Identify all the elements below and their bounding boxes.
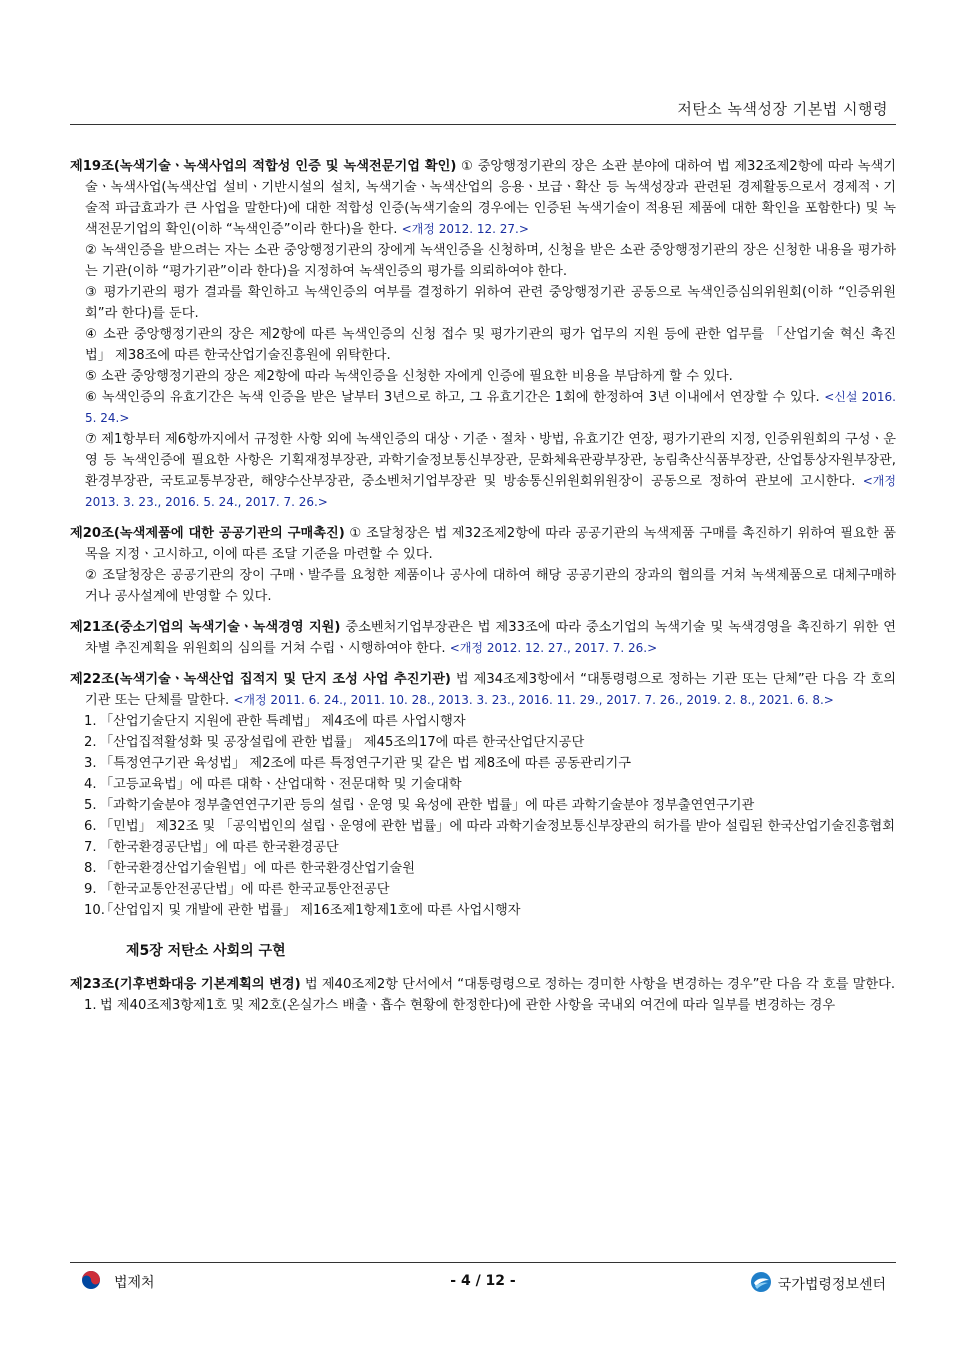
- footer-right-label: 국가법령정보센터: [777, 1277, 886, 1293]
- article-19-para-3: ③ 평가기관의 평가 결과를 확인하고 녹색인증의 여부를 결정하기 위하여 관련 중앙행정기관 공동으로 녹색인증심의위원회(이하 “인증위원회”라 한다)를 둔다.: [85, 285, 896, 321]
- article-19-para-6: ⑥ 녹색인증의 유효기간은 녹색 인증을 받은 날부터 3년으로 하고, 그 유효기간은 1회에 한정하여 3년 이내에서 연장할 수 있다.: [85, 390, 820, 405]
- article-19-para-7: ⑦ 제1항부터 제6항까지에서 규정한 사항 외에 녹색인증의 대상ㆍ기준ㆍ절차ㆍ방법, 유효기간 연장, 평가기관의 지정, 인증위원회의 구성ㆍ운영 등 녹색인증에 필요한 사항은 기획재정부장관, 과학기술정보통신부장관, 문화체육관광부장관, 농림축산식품부장관, 산업통상자원부장관, 환경부장관, 국토교통부장관, 해양수산부장관, 중소벤처기업부장관 및 방송통신위원회위원장이 공동으로 정하여 관보에 고시한다.: [85, 432, 896, 489]
- article-22: [70, 669, 896, 711]
- amendment-note: <개정 2013. 3. 23., 2016. 5. 24., 2017. 7. 26.>: [85, 474, 896, 509]
- list-item: 1. 「산업기술단지 지원에 관한 특례법」 제4조에 따른 사업시행자: [84, 714, 466, 729]
- article-21-para-1: 중소벤처기업부장관은 법 제33조에 따라 중소기업의 녹색기술 및 녹색경영을 촉진하기 위한 연차별 추진계획을 위원회의 심의를 거쳐 수립ㆍ시행하여야 한다.: [85, 620, 896, 656]
- list-item: 10. 「산업입지 및 개발에 관한 법률」 제16조제1항제1호에 따른 사업시행자: [84, 903, 521, 918]
- article-21-title: 제21조(중소기업의 녹색기술ㆍ녹색경영 지원): [70, 620, 341, 635]
- article-19-title: 제19조(녹색기술ㆍ녹색사업의 적합성 인증 및 녹색전문기업 확인): [70, 159, 457, 174]
- article-19-para-2: ② 녹색인증을 받으려는 자는 소관 중앙행정기관의 장에게 녹색인증을 신청하며, 신청을 받은 소관 중앙행정기관의 장은 신청한 내용을 평가하는 기관(이하 “평가기관”이라 한다)을 지정하여 녹색인증의 평가를 의뢰하여야 한다.: [85, 243, 896, 279]
- footer-right: [750, 1271, 886, 1297]
- list-item: 3. 「특정연구기관 육성법」 제2조에 따른 특정연구기관 및 같은 법 제8조에 따른 공동관리기구: [84, 756, 631, 771]
- article-23-title: 제23조(기후변화대응 기본계획의 변경): [70, 977, 301, 992]
- article-19-para-4: ④ 소관 중앙행정기관의 장은 제2항에 따른 녹색인증의 신청 접수 및 평가기관의 평가 업무의 지원 등에 관한 업무를 「산업기술 혁신 촉진법」 제38조에 따른 한국산업기술진흥원에 위탁한다.: [85, 327, 896, 363]
- list-item: 5. 「과학기술분야 정부출연연구기관 등의 설립ㆍ운영 및 육성에 관한 법률」에 따른 과학기술분야 정부출연연구기관: [84, 798, 755, 813]
- header-rule: [70, 124, 896, 125]
- amendment-note: <신설 2016. 5. 24.>: [85, 390, 896, 425]
- article-19-para-1: ① 중앙행정기관의 장은 소관 분야에 대하여 법 제32조제2항에 따라 녹색기술ㆍ녹색사업(녹색산업 설비ㆍ기반시설의 설치, 녹색기술ㆍ녹색산업의 응용ㆍ보급ㆍ확산 등 녹색성장과 관련된 경제활동으로서 경제적ㆍ기술적 파급효과가 큰 사업을 말한다)에 대한 적합성 인증(녹색기술의 경우에는 인증된 녹색기술이 적용된 제품에 대한 확인을 포함한다) 및 녹색전문기업의 확인(이하 “녹색인증”이라 한다)을 한다.: [85, 159, 896, 237]
- list-item: 4. 「고등교육법」에 따른 대학ㆍ산업대학ㆍ전문대학 및 기술대학: [84, 777, 462, 792]
- amendment-note: <개정 2012. 12. 27.>: [401, 222, 529, 236]
- document-body: [70, 156, 896, 1016]
- footer-rule: [70, 1262, 896, 1263]
- page-header-title: 저탄소 녹색성장 기본법 시행령: [677, 100, 888, 118]
- article-20-para-2: ② 조달청장은 공공기관의 장이 구매ㆍ발주를 요청한 제품이나 공사에 대하여 해당 공공기관의 장과의 협의를 거쳐 녹색제품으로 대체구매하거나 공사설계에 반영할 수 있다.: [85, 568, 896, 604]
- list-item: 2. 「산업집적활성화 및 공장설립에 관한 법률」 제45조의17에 따른 한국산업단지공단: [84, 735, 585, 750]
- article-22-items: [70, 711, 896, 921]
- article-23: [70, 974, 896, 995]
- article-19-para-5: ⑤ 소관 중앙행정기관의 장은 제2항에 따라 녹색인증을 신청한 자에게 인증에 필요한 비용을 부담하게 할 수 있다.: [85, 369, 733, 384]
- amendment-note: <개정 2011. 6. 24., 2011. 10. 28., 2013. 3. 23., 2016. 11. 29., 2017. 7. 26., 2019. 2. 8., 2021. 6. 8.>: [233, 693, 834, 707]
- article-20-title: 제20조(녹색제품에 대한 공공기관의 구매촉진): [70, 526, 345, 541]
- globe-logo-icon: [750, 1271, 772, 1297]
- list-item: 9. 「한국교통안전공단법」에 따른 한국교통안전공단: [84, 882, 390, 897]
- article-20-para-1: ① 조달청장은 법 제32조제2항에 따라 공공기관의 녹색제품 구매를 촉진하기 위하여 필요한 품목을 지정ㆍ고시하고, 이에 따른 조달 기준을 마련할 수 있다.: [85, 526, 896, 562]
- footer-left-label: 법제처: [114, 1275, 155, 1291]
- page-number: - 4 / 12 -: [450, 1273, 516, 1289]
- article-23-items: [70, 995, 896, 1016]
- article-22-title: 제22조(녹색기술ㆍ녹색산업 집적지 및 단지 조성 사업 추진기관): [70, 672, 451, 687]
- list-item: 8. 「한국환경산업기술원법」에 따른 한국환경산업기술원: [84, 861, 416, 876]
- amendment-note: <개정 2012. 12. 27., 2017. 7. 26.>: [449, 641, 658, 655]
- list-item: 6. 「민법」 제32조 및 「공익법인의 설립ㆍ운영에 관한 법률」에 따라 과학기술정보통신부장관의 허가를 받아 설립된 한국산업기술진흥협회: [84, 819, 896, 834]
- article-22-para-1: 법 제34조제3항에서 “대통령령으로 정하는 기관 또는 단체”란 다음 각 호의 기관 또는 단체를 말한다.: [85, 672, 896, 708]
- list-item: 7. 「한국환경공단법」에 따른 한국환경공단: [84, 840, 339, 855]
- chapter-heading: 제5장 저탄소 사회의 구현: [126, 943, 286, 959]
- article-19: [70, 156, 896, 513]
- article-20: [70, 523, 896, 607]
- list-item: 1. 법 제40조제3항제1호 및 제2호(온실가스 배출ㆍ흡수 현황에 한정한다)에 관한 사항을 국내외 여건에 따라 일부를 변경하는 경우: [84, 998, 836, 1013]
- article-21: [70, 617, 896, 659]
- article-23-para-1: 법 제40조제2항 단서에서 “대통령령으로 정하는 경미한 사항을 변경하는 경우”란 다음 각 호를 말한다.: [304, 977, 896, 992]
